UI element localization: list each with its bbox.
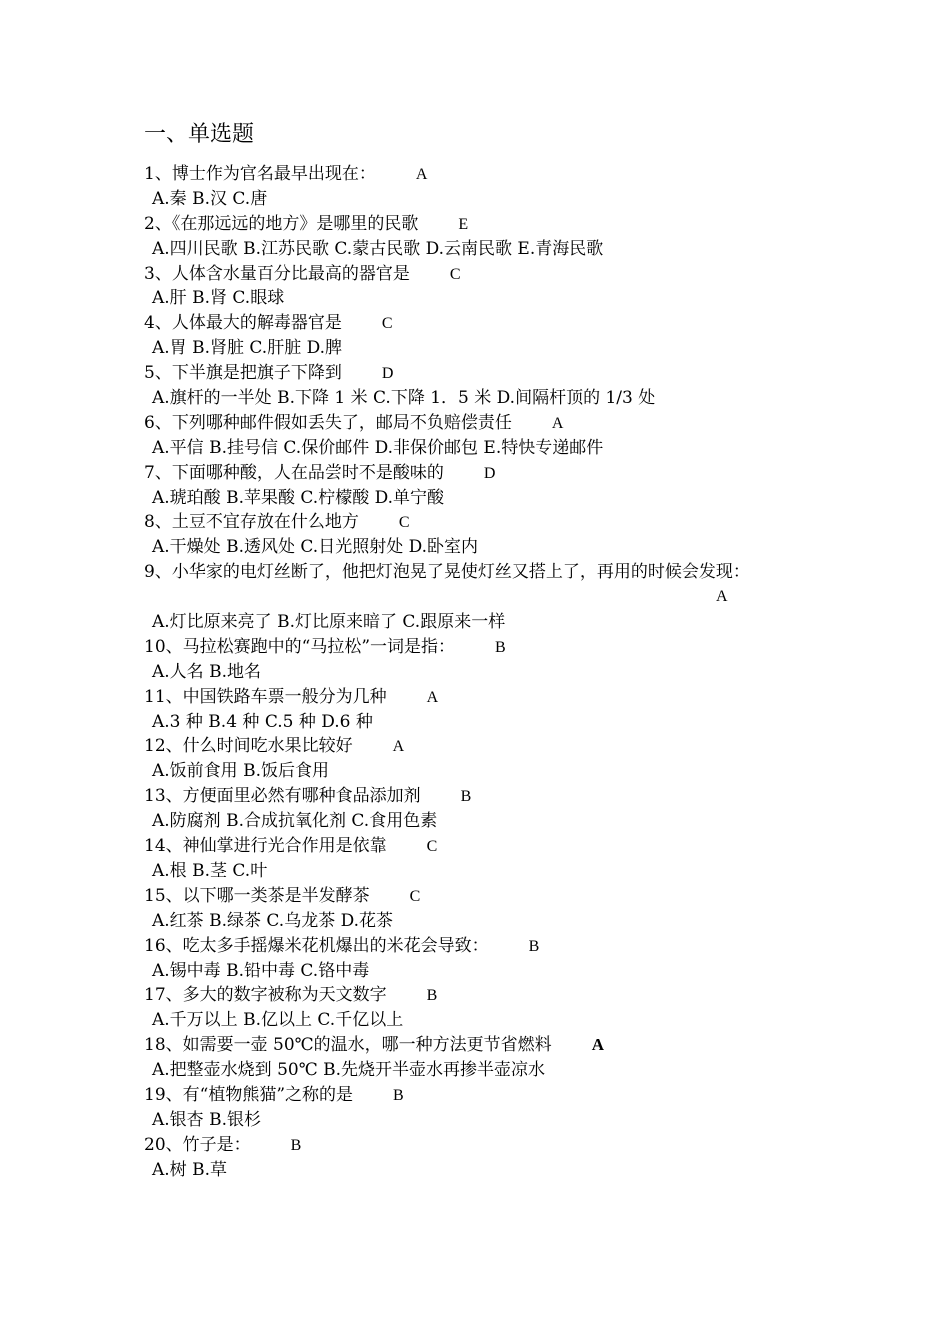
question-item bbox=[144, 411, 824, 461]
question-line bbox=[144, 635, 824, 660]
options-line: A.秦 B.汉 C.唐 bbox=[152, 188, 268, 209]
question-text: 8、土豆不宜存放在什么地方 bbox=[144, 512, 359, 533]
answer-key: E bbox=[458, 215, 469, 233]
question-text: 6、下列哪种邮件假如丢失了，邮局不负赔偿责任 bbox=[144, 412, 512, 433]
question-item bbox=[144, 685, 824, 735]
answer-key: B bbox=[495, 638, 506, 656]
question-text: 1、博士作为官名最早出现在： bbox=[144, 164, 376, 184]
options-line: A.四川民歌 B.江苏民歌 C.蒙古民歌 D.云南民歌 E.青海民歌 bbox=[152, 238, 604, 259]
question-text: 16、吃太多手摇爆米花机爆出的米花会导致： bbox=[144, 935, 489, 956]
options-line: A.肝 B.肾 C.眼球 bbox=[152, 288, 285, 309]
question-item bbox=[144, 311, 824, 361]
question-text: 5、下半旗是把旗子下降到 bbox=[144, 363, 342, 384]
question-line bbox=[144, 510, 824, 535]
question-item bbox=[144, 461, 824, 511]
section-title: 一、单选题 bbox=[144, 122, 255, 147]
question-item bbox=[144, 1033, 824, 1083]
options-line: A.锡中毒 B.铅中毒 C.铬中毒 bbox=[152, 960, 370, 981]
options-line: A.饭前食用 B.饭后食用 bbox=[152, 761, 329, 782]
question-line bbox=[144, 262, 824, 287]
options-line: A.树 B.草 bbox=[152, 1159, 227, 1180]
answer-key: A bbox=[415, 166, 428, 183]
question-line bbox=[144, 1083, 824, 1108]
options-line: A.防腐剂 B.合成抗氧化剂 C.食用色素 bbox=[152, 811, 438, 832]
answer-key: A bbox=[716, 588, 728, 606]
options-line: A.红茶 B.绿茶 C.乌龙茶 D.花茶 bbox=[152, 910, 394, 931]
question-text: 12、什么时间吃水果比较好 bbox=[144, 736, 353, 757]
question-line bbox=[144, 461, 824, 486]
options-line: A.千万以上 B.亿以上 C.千亿以上 bbox=[152, 1010, 404, 1031]
question-item bbox=[144, 560, 824, 635]
question-text: 11、中国铁路车票一般分为几种 bbox=[144, 686, 387, 707]
question-text: 18、如需要一壶 50℃的温水，哪一种方法更节省燃料 bbox=[144, 1035, 552, 1056]
question-list bbox=[144, 162, 824, 1183]
question-text: 2、《在那远远的地方》是哪里的民歌 bbox=[144, 213, 419, 234]
question-text: 7、下面哪种酸，人在品尝时不是酸味的 bbox=[144, 462, 444, 483]
question-line bbox=[144, 934, 824, 959]
options-line: A.琥珀酸 B.苹果酸 C.柠檬酸 D.单宁酸 bbox=[152, 487, 445, 508]
options-line: A.干燥处 B.透风处 C.日光照射处 D.卧室内 bbox=[152, 537, 479, 558]
question-line bbox=[144, 884, 824, 909]
options-line: A.旗杆的一半处 B.下降 1 米 C.下降 1．5 米 D.间隔杆顶的 1/3 处 bbox=[152, 388, 656, 409]
options-line: A.根 B.茎 C.叶 bbox=[152, 860, 268, 881]
options-line: A.胃 B.肾脏 C.肝脏 D.脾 bbox=[152, 338, 343, 359]
question-item bbox=[144, 884, 824, 934]
question-item bbox=[144, 262, 824, 312]
question-text: 15、以下哪一类茶是半发酵茶 bbox=[144, 885, 370, 906]
question-line bbox=[144, 983, 824, 1008]
question-line bbox=[144, 784, 824, 809]
question-line bbox=[144, 361, 824, 386]
question-text: 19、有“植物熊猫”之称的是 bbox=[144, 1084, 354, 1105]
answer-key: C bbox=[449, 265, 461, 283]
question-line bbox=[144, 685, 824, 710]
question-line bbox=[144, 212, 824, 237]
answer-key: D bbox=[483, 464, 496, 482]
question-text: 14、神仙掌进行光合作用是依靠 bbox=[144, 836, 387, 857]
answer-key: A bbox=[591, 1035, 604, 1055]
question-item bbox=[144, 361, 824, 411]
options-line: A.银杏 B.银杉 bbox=[152, 1109, 261, 1130]
answer-key: C bbox=[409, 887, 421, 905]
question-item bbox=[144, 734, 824, 784]
question-line bbox=[144, 834, 824, 859]
answer-key: C bbox=[381, 315, 393, 333]
question-text: 3、人体含水量百分比最高的器官是 bbox=[144, 263, 410, 284]
options-line: A.平信 B.挂号信 C.保价邮件 D.非保价邮包 E.特快专递邮件 bbox=[152, 437, 604, 458]
question-text: 10、马拉松赛跑中的“马拉松”一词是指： bbox=[144, 636, 456, 657]
question-item bbox=[144, 834, 824, 884]
options-line: A.灯比原来亮了 B.灯比原来暗了 C.跟原来一样 bbox=[152, 612, 506, 633]
question-item bbox=[144, 635, 824, 685]
question-text: 20、竹子是： bbox=[144, 1134, 251, 1155]
question-item bbox=[144, 784, 824, 834]
options-line: A.把整壶水烧到 50℃ B.先烧开半壶水再掺半壶凉水 bbox=[152, 1060, 546, 1081]
question-text: 17、多大的数字被称为天文数字 bbox=[144, 985, 387, 1006]
question-line bbox=[144, 1133, 824, 1158]
question-line bbox=[144, 162, 824, 187]
options-line: A.人名 B.地名 bbox=[152, 661, 261, 682]
question-text: 4、人体最大的解毒器官是 bbox=[144, 313, 342, 334]
answer-key: B bbox=[393, 1086, 404, 1104]
answer-key: B bbox=[460, 788, 472, 806]
answer-key: A bbox=[551, 414, 564, 432]
question-item bbox=[144, 983, 824, 1033]
answer-key: B bbox=[290, 1136, 302, 1154]
answer-key: A bbox=[426, 688, 439, 706]
question-item bbox=[144, 934, 824, 984]
options-line: A.3 种 B.4 种 C.5 种 D.6 种 bbox=[152, 711, 373, 732]
question-item bbox=[144, 1133, 824, 1183]
answer-key: C bbox=[398, 514, 410, 532]
question-line bbox=[144, 1033, 824, 1058]
question-item bbox=[144, 1083, 824, 1133]
answer-key: B bbox=[426, 987, 438, 1005]
question-item bbox=[144, 510, 824, 560]
question-line bbox=[144, 311, 824, 336]
question-line bbox=[144, 560, 824, 606]
question-item bbox=[144, 212, 824, 262]
answer-key: B bbox=[528, 937, 540, 955]
question-text: 9、小华家的电灯丝断了，他把灯泡晃了晃使灯丝又搭上了，再用的时候会发现： bbox=[144, 562, 750, 583]
question-text: 13、方便面里必然有哪种食品添加剂 bbox=[144, 786, 421, 807]
question-line bbox=[144, 734, 824, 759]
answer-key: D bbox=[381, 365, 394, 383]
question-item bbox=[144, 162, 824, 212]
question-line bbox=[144, 411, 824, 436]
answer-key: C bbox=[426, 838, 438, 856]
answer-key: A bbox=[392, 738, 405, 756]
